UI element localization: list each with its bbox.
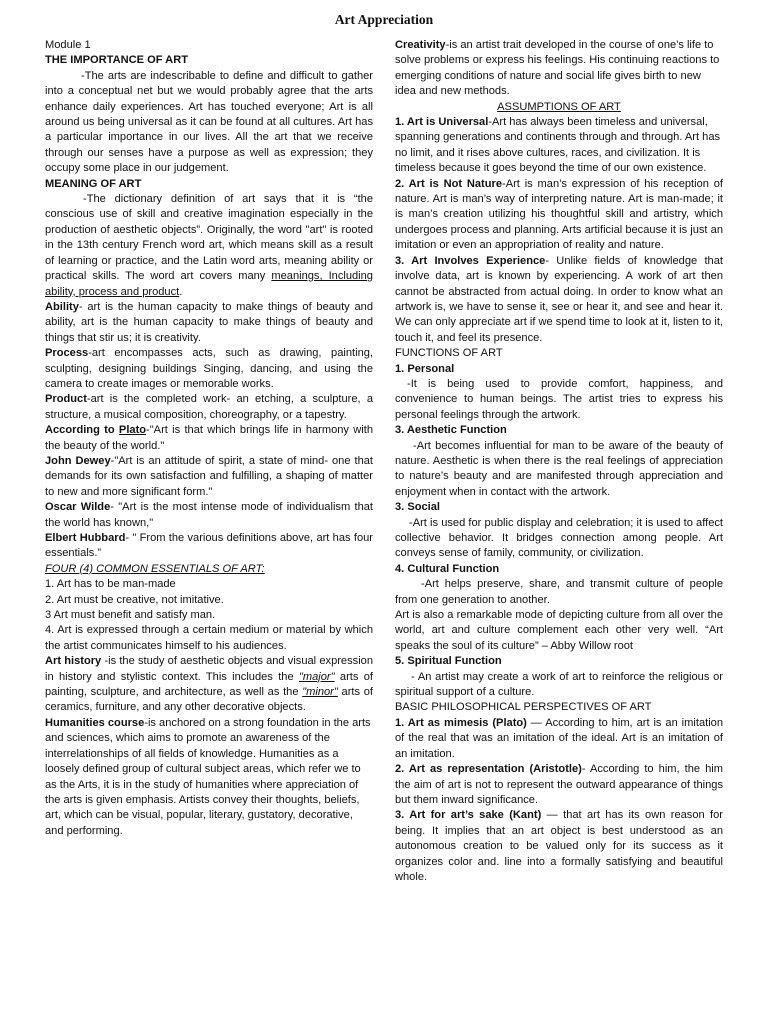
function-cultural-extra: Art is also a remarkable mode of depicting culture from all over the world, art and culture complement each other very well. “Art speaks the soul of its culture” – Abby Willow root (395, 609, 723, 652)
hubbard-text: - " From the various definitions above, art has four essentials.” (45, 532, 373, 560)
meaning-text: -The dictionary definition of art says that it is “the conscious use of skill and creative imagination especially in the production of aesthetic objects”. Originally, the word "art" is rooted in the 13th century French word art, which means skill as a result of learning or practice, and the Latin word arts, meaning ability or practical skills. The word art covers many (45, 193, 373, 283)
humanities-term: Humanities course (45, 716, 145, 729)
essentials-heading: FOUR (4) COMMON ESSENTIALS OF ART: (45, 562, 265, 575)
function-aesthetic-text: -Art becomes influential for man to be aware of the beauty of nature. Aesthetic is when there is the real feelings of appreciation to nature’s beauty and are manifested through appreciation and enjoyment when in contact with the artwork. (395, 439, 723, 498)
assumption-2-text: -Art is man’s expression of his reception of nature. Art is man’s way of interpreting nature. Art is man-made; it is man’s creation utilizing his thoughtful skill and artistry, which undergoes process and planning. Arts artificial because it is just an imitation or even an appropriation of reality and nature. (395, 177, 723, 252)
essential-item: 1. Art has to be man-made (45, 578, 176, 591)
meaning-paragraph (45, 192, 373, 300)
ability-paragraph (45, 300, 373, 346)
function-personal-heading: 1. Personal (395, 362, 455, 375)
perspective-3-term: 3. Art for art’s sake (Kant) (395, 809, 542, 822)
meaning-end: . (179, 285, 183, 298)
assumption-2-term: 2. Art is Not Nature (395, 177, 503, 190)
humanities-paragraph (45, 716, 373, 839)
perspective-2-term: 2. Art as representation (Aristotle) (395, 763, 582, 776)
plato-text: -"Art is that which brings life in harmony with the beauty of the world." (45, 424, 373, 452)
product-text: -art is the completed work- an etching, a sculpture, a structure, a musical composition, choreography, or a tapestry. (45, 393, 373, 421)
creativity-paragraph (395, 38, 723, 100)
function-social-text: -Art is used for public display and celebration; it is used to affect collective behavior. It bridges connection among people. Art conveys sense of family, community, or civilization. (395, 516, 723, 560)
assumption-1 (395, 115, 723, 177)
essential-item: 4. Art is expressed through a certain medium or material by which the artist communicates himself to his audiences. (45, 624, 373, 652)
essential-item: 2. Art must be creative, not imitative. (45, 593, 224, 606)
product-term: Product (45, 393, 87, 406)
perspective-3 (395, 808, 723, 885)
meaning-underlined: meanings, Including ability, process and product (45, 270, 373, 298)
function-cultural-text: -Art helps preserve, share, and transmit culture of people from one generation to another. (395, 578, 723, 606)
assumption-3 (395, 254, 723, 346)
hubbard-term: Elbert Hubbard (45, 532, 126, 544)
right-column (395, 38, 723, 885)
perspective-1-text: — According to him, art is an imitation of the real that was an imitation of the ideal. Art is an imitation of an imitation. (395, 716, 723, 760)
function-cultural-heading: 4. Cultural Function (395, 562, 500, 575)
functions-heading: FUNCTIONS OF ART (395, 347, 503, 360)
dewey-paragraph (45, 454, 373, 500)
assumption-1-text: -Art has always been timeless and universal, spanning generations and continents through and through. Art has no limit, and it rises above cultures, races, and civilization. It is timeless because it goes beyond the time of our own existence. (395, 116, 721, 175)
creativity-text: -is an artist trait developed in the course of one's life to solve problems or express his feelings. His continuing reactions to emerging conditions of nature and social life gives birth to new idea and new methods. (395, 39, 720, 98)
function-spiritual-text: - An artist may create a work of art to reinforce the religious or spiritual support of a culture. (395, 670, 723, 699)
history-text-b: arts of painting, sculpture, and architecture, as well as the (45, 670, 373, 699)
plato-name: Plato (118, 424, 147, 437)
assumption-3-term: 3. Art Involves Experience (395, 254, 546, 267)
ability-text: - art is the human capacity to make things of beauty and ability, art is the human capacity to make things of beauty and things that stir us; it is creativity. (45, 300, 373, 344)
product-paragraph (45, 392, 373, 423)
function-social-heading: 3. Social (395, 501, 441, 514)
process-paragraph (45, 346, 373, 392)
ability-term: Ability (45, 300, 79, 313)
wilde-text: - "Art is the most intense mode of individualism that the world has known," (45, 501, 373, 529)
assumption-2 (395, 177, 723, 254)
plato-paragraph (45, 423, 373, 454)
dewey-text: -"Art is an attitude of spirit, a state of mind- one that demands for its own satisfaction and fulfilling, a shaping of matter to new and more significant form." (45, 454, 374, 498)
function-spiritual-heading: 5. Spiritual Function (395, 655, 502, 668)
page-title: Art Appreciation (334, 12, 434, 27)
process-text: -art encompasses acts, such as drawing, painting, sculpting, designing buildings Singing, dancing, and using the camera to create images or memorable works. (45, 347, 373, 390)
history-text-a: -is the study of aesthetic objects and visual expression in history and stylistic context. This includes the (45, 655, 373, 683)
importance-heading: THE IMPORTANCE OF ART (45, 54, 188, 67)
history-text-c: arts of ceramics, furniture, and any other decorative objects. (45, 686, 373, 714)
plato-pre: According to (45, 424, 119, 437)
dewey-term: John Dewey (45, 454, 111, 467)
basic-perspectives-heading: BASIC PHILOSOPHICAL PERSPECTIVES OF ART (395, 701, 652, 714)
wilde-term: Oscar Wilde (45, 501, 111, 514)
perspective-1 (395, 716, 723, 762)
perspective-3-text: — that art has its own reason for being. It implies that an art object is best understood as an autonomous creation to be valued only for its success as it organizes color and. line into a formally satisfying and beautiful whole. (395, 809, 723, 883)
creativity-term: Creativity (395, 39, 446, 51)
meaning-heading: MEANING OF ART (45, 177, 142, 190)
function-aesthetic-heading: 3. Aesthetic Function (395, 424, 507, 437)
perspective-1-term: 1. Art as mimesis (Plato) (395, 716, 527, 729)
left-column (45, 38, 373, 839)
history-minor: "minor" (302, 686, 338, 699)
humanities-text: -is anchored on a strong foundation in the arts and sciences, which aims to promote an awareness of the interrelationships of all fields of knowledge. Humanities as a loosely defined group of cultural subject areas, which refer we to as the Arts, it is in the study of humanities where appreciation of the arts is given emphasis. Artists convey their thoughts, beliefs, art, which can be visual, popular, literary, gustatory, decorative, and performing. (45, 716, 371, 837)
assumptions-heading: ASSUMPTIONS OF ART (497, 100, 621, 113)
history-paragraph (45, 654, 373, 716)
wilde-paragraph (45, 500, 373, 531)
assumption-3-text: - Unlike fields of knowledge that involve data, art is known by experiencing. A work of art then cannot be abstracted from actual doing. In order to know what an artwork is, we have to sense it, see or hear it, and see and hear it. We can only appreciate art if we spend time to look at it, listen to it, touch it, and feel its presence. (395, 254, 723, 344)
assumption-1-term: 1. Art is Universal (395, 116, 489, 129)
function-personal-text: -It is being used to provide comfort, happiness, and convenience to human beings. The artist tries to express his personal feelings through the artwork. (395, 377, 723, 421)
history-term: Art history (45, 655, 102, 668)
perspective-2-text: - According to him, the him the aim of art is not to represent the outward appearance of things but them inward significance. (395, 763, 723, 806)
module-label: Module 1 (45, 39, 91, 51)
essential-item: 3 Art must benefit and satisfy man. (45, 609, 216, 622)
perspective-2 (395, 762, 723, 808)
history-major: "major" (298, 670, 335, 683)
hubbard-paragraph (45, 531, 373, 562)
importance-paragraph: -The arts are indescribable to define and difficult to gather into a conceptual net but we would probably agree that the arts enhance daily experiences. Art has touched everyone; Art is all around us being universal as it can be found at all cultures. Art has a particular importance in our lives. All the art that we receive through our senses have a purpose as well as expression; they occupy some place in our judgement. (45, 69, 373, 175)
process-term: Process (45, 347, 89, 360)
